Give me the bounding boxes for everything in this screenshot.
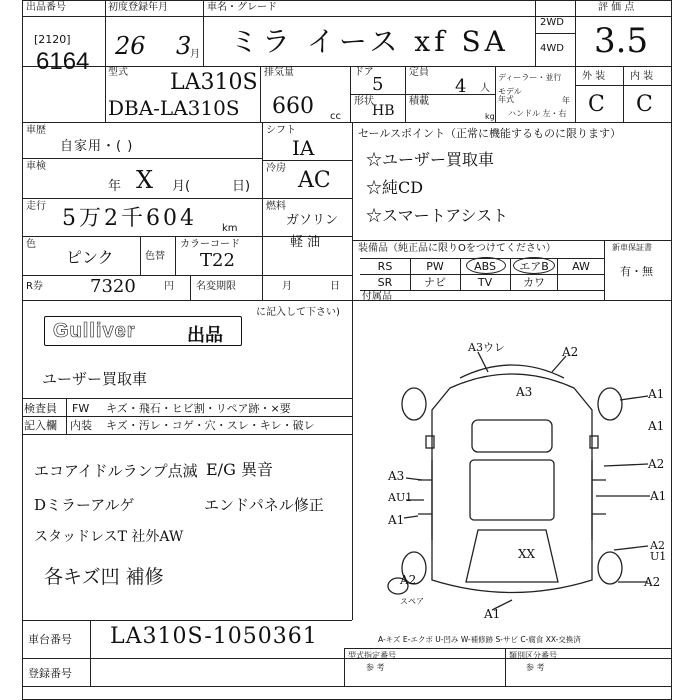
car-roof-outline (432, 374, 592, 593)
remark-1: エコアイドルランプ点滅 (34, 462, 198, 480)
rule (66, 398, 67, 434)
ac-label: 冷房 (266, 163, 286, 174)
rule (90, 620, 91, 686)
wheel-fl (402, 388, 426, 420)
equipment-leather: カワ (523, 276, 545, 289)
chassis-number: LA310S-1050361 (110, 624, 318, 649)
rule (105, 0, 106, 122)
rule (535, 33, 575, 34)
chassis-label: 車台番号 (28, 633, 72, 646)
ac-value: AC (298, 168, 331, 193)
shift-label: シフト (266, 125, 296, 136)
cc-unit: cc (330, 111, 341, 122)
fuel-value: ガソリン (286, 213, 339, 228)
mark-au1-left: AU1 (388, 491, 413, 504)
kg-unit: kg (485, 112, 495, 121)
equipment-pw: PW (426, 260, 444, 273)
fuel-option: 軽 油 (290, 235, 321, 250)
mark-a1-right-2: A1 (648, 419, 665, 433)
leader-a2u1-right (614, 546, 648, 550)
rule (22, 686, 672, 687)
name-grade-label: 車名・グレード (207, 2, 277, 13)
fw-label: FW (72, 402, 90, 415)
body-label: 形状 (354, 96, 374, 107)
history-options: 自家用・( ) (60, 139, 134, 154)
equipment-rs: RS (377, 260, 393, 273)
km-unit: km (222, 223, 238, 234)
steering-label: ハンドル 左・右 (508, 109, 567, 118)
remark-6: 各キズ凹 補修 (44, 566, 164, 588)
color-value: ピンク (66, 248, 114, 267)
user-buyback-note: ユーザー買取車 (42, 370, 148, 388)
registration-label: 登録番号 (28, 667, 72, 680)
inspection-day-unit: 日) (232, 179, 251, 194)
new-warranty-label: 新車保証書 (612, 243, 652, 252)
equipment-tv: TV (477, 276, 493, 289)
equipment-sr: SR (377, 276, 393, 289)
rule (22, 122, 672, 123)
4wd-label: 4WD (540, 43, 564, 54)
rule (604, 240, 605, 300)
equipment-abs: ABS (474, 260, 496, 273)
interior-label: 内 装 (630, 71, 654, 82)
model-code: LA310S (170, 70, 258, 95)
mark-a1-left: A1 (388, 513, 405, 527)
sales-point-1: ☆ユーザー買取車 (366, 150, 495, 169)
body-value: HB (372, 103, 395, 119)
rule (495, 66, 496, 122)
leader-a1-right (620, 396, 648, 400)
rule (575, 85, 672, 86)
door-line-right (592, 460, 606, 540)
model-full: DBA-LA310S (108, 96, 240, 120)
sales-point-2: ☆純CD (366, 178, 424, 197)
rule (360, 274, 604, 275)
rear-window (466, 530, 558, 582)
equipment-aw: AW (572, 260, 590, 273)
fuel-label: 燃料 (266, 201, 286, 212)
load-label: 積載 (409, 96, 429, 107)
mark-a2-right: A2 (648, 457, 665, 471)
lot-label: 出品番号 (26, 2, 66, 13)
type-label: 型式 (108, 67, 128, 78)
mark-a2-spare: A2 (400, 573, 417, 587)
rule (344, 648, 672, 649)
sales-point-3: ☆スマートアシスト (366, 206, 509, 225)
rule (22, 434, 352, 435)
remark-4: エンドパネル修正 (204, 496, 324, 514)
writer-label: 記入欄 (24, 419, 57, 432)
rule (22, 416, 352, 417)
rule (262, 122, 263, 300)
rule (22, 620, 352, 621)
equipment-navi: ナビ (424, 276, 446, 289)
mark-a3-ure: A3ウレ (468, 341, 505, 354)
leader-a2-right (604, 464, 648, 466)
yen-unit: 円 (164, 281, 174, 292)
model-designation-ref: 参 考 (366, 663, 385, 672)
mark-a2-rear-right: A2 (644, 575, 661, 589)
recycle-value: 7320 (90, 276, 136, 297)
inspection-month: X (136, 166, 154, 194)
interior-items: キズ・汚レ・コゲ・穴・スレ・キレ・破レ (106, 419, 315, 432)
leader-a1-left (404, 516, 418, 518)
rule (22, 198, 352, 199)
name-change-label: 名変期限 (196, 281, 236, 292)
wheel-rr (598, 552, 622, 584)
first-reg-label: 初度登録年月 (108, 2, 168, 13)
rule (623, 66, 624, 122)
damage-legend: A-キズ E-エクボ U-凹み W-補修跡 S-サビ C-腐食 XX-交換済 (378, 635, 581, 644)
rule (460, 258, 461, 290)
mark-a3-center: A3 (516, 385, 533, 399)
reg-year: 26 (115, 32, 146, 60)
warranty-value: 有・無 (620, 265, 653, 278)
interior-check-label: 内装 (70, 419, 92, 432)
mileage-value: 5万2千604 (62, 206, 197, 231)
rule (22, 275, 352, 276)
inspection-label: 車検 (26, 161, 46, 172)
recycle-label: R券 (26, 281, 43, 292)
rule (505, 648, 506, 686)
lot-code: [2120] (34, 33, 71, 46)
capacity-label: 定員 (409, 67, 429, 78)
rule (260, 66, 261, 122)
gulliver-logo: Gulliver (53, 320, 136, 342)
mark-a1-right: A1 (648, 387, 665, 401)
exterior-label: 外 装 (582, 71, 606, 82)
doors-label: ドア (354, 67, 374, 78)
inspection-year-unit: 年 (108, 179, 122, 194)
rule (510, 258, 511, 290)
shift-value: IA (292, 136, 315, 160)
fw-items: キズ・飛石・ヒビ割・リペア跡・×要 (106, 402, 291, 415)
model-year-label: モデル年式 (498, 87, 522, 104)
person-unit: 人 (480, 83, 490, 94)
mark-a3-left: A3 (388, 469, 405, 483)
rule (410, 258, 411, 290)
remark-3: Dミラーアルゲ (34, 496, 135, 514)
category-label: 類別区分番号 (509, 651, 557, 660)
mark-a2-top: A2 (562, 345, 579, 359)
rule (22, 158, 262, 159)
rule (262, 160, 352, 161)
rating-label: 評 価 点 (598, 2, 635, 13)
spare-label: スペア (400, 597, 424, 606)
rule (190, 275, 191, 300)
name-change-month: 月 (282, 281, 292, 292)
history-label: 車歴 (26, 125, 46, 136)
color-code-value: T22 (200, 250, 235, 271)
sales-title: セールスポイント（正常に機能するものに限ります） (358, 127, 622, 140)
windshield (472, 420, 552, 452)
rule (203, 0, 204, 66)
rule (175, 236, 176, 275)
rule (22, 398, 352, 399)
inspection-month-unit: 月( (172, 179, 191, 194)
lot-number: 6164 (36, 48, 90, 75)
mark-a1-bottom: A1 (484, 607, 501, 621)
remark-2: E/G 異音 (206, 460, 273, 479)
gulliver-stamp (44, 316, 242, 346)
car-name: ミラ イース xf SA (230, 25, 509, 58)
cabin (470, 460, 554, 520)
rating-value: 3.5 (594, 21, 649, 61)
mark-a2u1-right: A2 U1 (650, 539, 667, 563)
displacement-label: 排気量 (264, 67, 294, 78)
mileage-label: 走行 (26, 201, 46, 212)
equipment-circle-airbag (513, 257, 555, 274)
rule (352, 240, 672, 241)
rule (22, 658, 672, 659)
mirror-right (590, 436, 598, 448)
capacity-value: 4 (455, 76, 467, 97)
color-code-label: カラーコード (180, 239, 240, 250)
wheel-fr (598, 388, 622, 420)
color-label: 色 (26, 239, 36, 250)
mark-xx-rear: XX (518, 547, 536, 561)
car-front-panel (460, 365, 564, 378)
rule (140, 236, 141, 275)
model-designation-label: 型式指定番号 (348, 651, 396, 660)
remark-5: スタッドレスT 社外AW (34, 529, 184, 545)
reg-month: 3 (176, 32, 192, 60)
color-change-label: 色替 (145, 251, 165, 262)
displacement-value: 660 (272, 94, 314, 119)
year-unit: 年 (562, 96, 570, 105)
equipment-title: 装備品（純正品に限りOをつけてください） (358, 243, 556, 254)
rule (352, 122, 353, 300)
mark-a1-right-3: A1 (650, 489, 667, 503)
equipment-airbag: エアB (519, 260, 549, 273)
gulliver-suffix: 出品 (187, 325, 223, 346)
2wd-label: 2WD (540, 17, 564, 28)
rule (344, 648, 345, 686)
name-change-day: 日 (330, 281, 340, 292)
mirror-left (426, 436, 434, 448)
month-unit: 月 (190, 49, 200, 60)
doors-value: 5 (372, 74, 384, 95)
leader-a3-left (406, 478, 422, 480)
exterior-grade: C (588, 92, 605, 117)
interior-grade: C (636, 92, 653, 117)
rule (575, 0, 576, 122)
rule (360, 290, 604, 291)
notes-instruction: に記入して下さい) (256, 307, 340, 318)
inspector-label: 検査員 (24, 402, 57, 415)
dealer-label: ディーラー・並行 (498, 73, 562, 82)
equipment-circle-abs (466, 257, 506, 274)
category-ref: 参 考 (526, 663, 545, 672)
accessories-label: 付属品 (362, 291, 392, 302)
